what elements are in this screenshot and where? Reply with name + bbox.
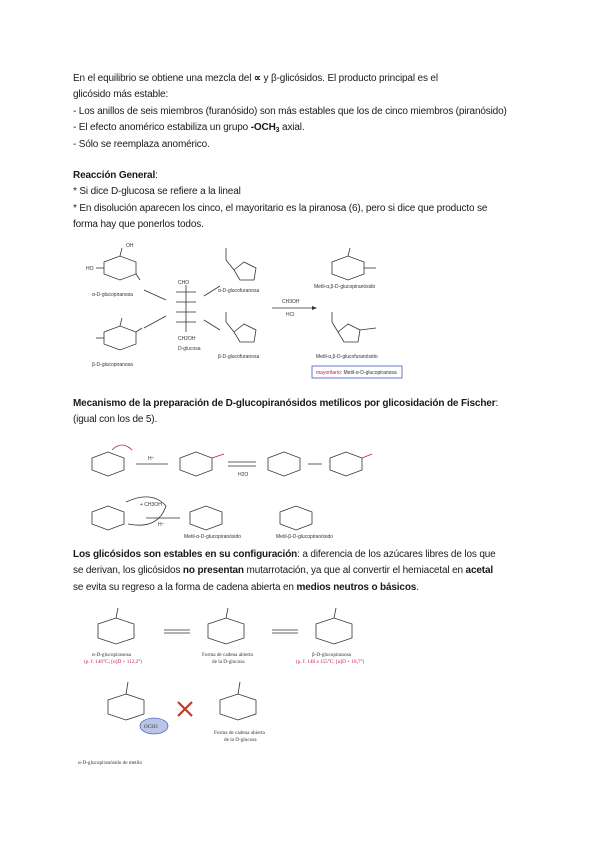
fig3-beta-data: (p. f. 148 a 155°C; [α]D + 18,7°) bbox=[296, 659, 365, 665]
mech-lbl-2: Metil-β-D-glucopiranósido bbox=[276, 534, 334, 540]
intro-bullet-2: - El efecto anomérico estabiliza un grupo $-OCH_3$ axial. bbox=[73, 122, 305, 134]
fig1-chain-bottom: CH2OH bbox=[178, 336, 196, 342]
general-note-1: * Si dice D-glucosa se refiere a la lineal bbox=[73, 186, 241, 197]
stable-line-1: Los glicósidos son estables en su configuración: a diferencia de los azúcares libres de los que bbox=[73, 549, 496, 560]
fig3-beta-name: β-D-glucopiranosa bbox=[312, 652, 351, 658]
mechanism-figure bbox=[80, 440, 380, 540]
fig1-prod1: Metil-α,β-D-glucopiranósido bbox=[314, 284, 376, 290]
equilibrium-figure bbox=[78, 602, 398, 772]
no-equilibrium-cross-icon bbox=[178, 702, 192, 716]
fig1-reagent-top: CH3OH bbox=[282, 299, 300, 305]
general-note-2: * En disolución aparecen los cinco, el mayoritario es la piranosa (6), pero si dice que producto se bbox=[73, 203, 488, 214]
mech-water: H2O bbox=[238, 472, 249, 478]
oh-label: OH bbox=[126, 243, 134, 249]
general-heading: Reacción General: bbox=[73, 170, 158, 181]
fig1-chain-top: CHO bbox=[178, 280, 190, 286]
intro-line-1: En el equilibrio se obtiene una mezcla del ∝ y β-glicósidos. El producto principal es el bbox=[73, 73, 438, 84]
intro-bullet-1: - Los anillos de seis miembros (furanósido) son más estables que los de cinco miembros (piranósido) bbox=[73, 106, 507, 117]
reaction-scheme-figure bbox=[86, 240, 426, 390]
mech-hplus-2: H⁺ bbox=[158, 522, 165, 528]
fig3-open-name-1: Forma de cadena abierta bbox=[202, 652, 253, 658]
mech-lbl-1: Metil-α-D-glucopiranósido bbox=[184, 534, 242, 540]
fig3-methyl-name: α-D-glucopiranósido de metilo bbox=[78, 760, 143, 766]
fig1-glucosa: D-glucosa bbox=[178, 346, 201, 352]
intro-bullet-3: - Sólo se reemplaza anomérico. bbox=[73, 139, 210, 150]
fig3-och3: OCH3 bbox=[144, 724, 158, 730]
intro-line-2: glicósido más estable: bbox=[73, 89, 169, 100]
stable-line-3: se evita su regreso a la forma de cadena abierta en medios neutros o básicos. bbox=[73, 582, 419, 593]
fig1-a-gluco: α-D-glucopiranosa bbox=[92, 292, 133, 298]
general-note-3: forma hay que ponerlos todos. bbox=[73, 219, 204, 230]
fig3-alpha-name: α-D-glucopiranosa bbox=[92, 652, 132, 658]
fig1-b-furano: β-D-glucofuranosa bbox=[218, 354, 260, 360]
fig3-open2-name-1: Forma de cadena abierta bbox=[214, 730, 265, 736]
fig1-b-gluco: β-D-glucopiranosa bbox=[92, 362, 133, 368]
mechanism-heading: Mecanismo de la preparación de D-glucopiranósidos metílicos por glicosidación de Fischer: bbox=[73, 398, 499, 409]
fig3-open2-name-2: de la D-glucosa bbox=[224, 737, 257, 743]
mechanism-note: (igual con los de 5). bbox=[73, 414, 158, 425]
fig1-reagent-bottom: HCl bbox=[286, 312, 295, 318]
mech-hplus-1: H⁺ bbox=[148, 456, 155, 462]
fig1-prod2: Metil-α,β-D-glucofuranósido bbox=[316, 354, 378, 360]
fig1-box: mayoritario: Metil-α-D-glucopiranosa bbox=[316, 370, 397, 376]
fig3-open-name-2: de la D-glucosa bbox=[212, 659, 245, 665]
stable-line-2: se derivan, los glicósidos no presentan mutarrotación, ya que al convertir el hemiacetal en acetal bbox=[73, 565, 493, 576]
mech-methanol: + CH3OH bbox=[140, 502, 162, 508]
ho-label: HO bbox=[86, 266, 94, 272]
fig3-alpha-data: (p. f. 146°C; [α]D + 112,2°) bbox=[84, 659, 143, 665]
fig1-a-furano: α-D-glucofuranosa bbox=[218, 288, 260, 294]
